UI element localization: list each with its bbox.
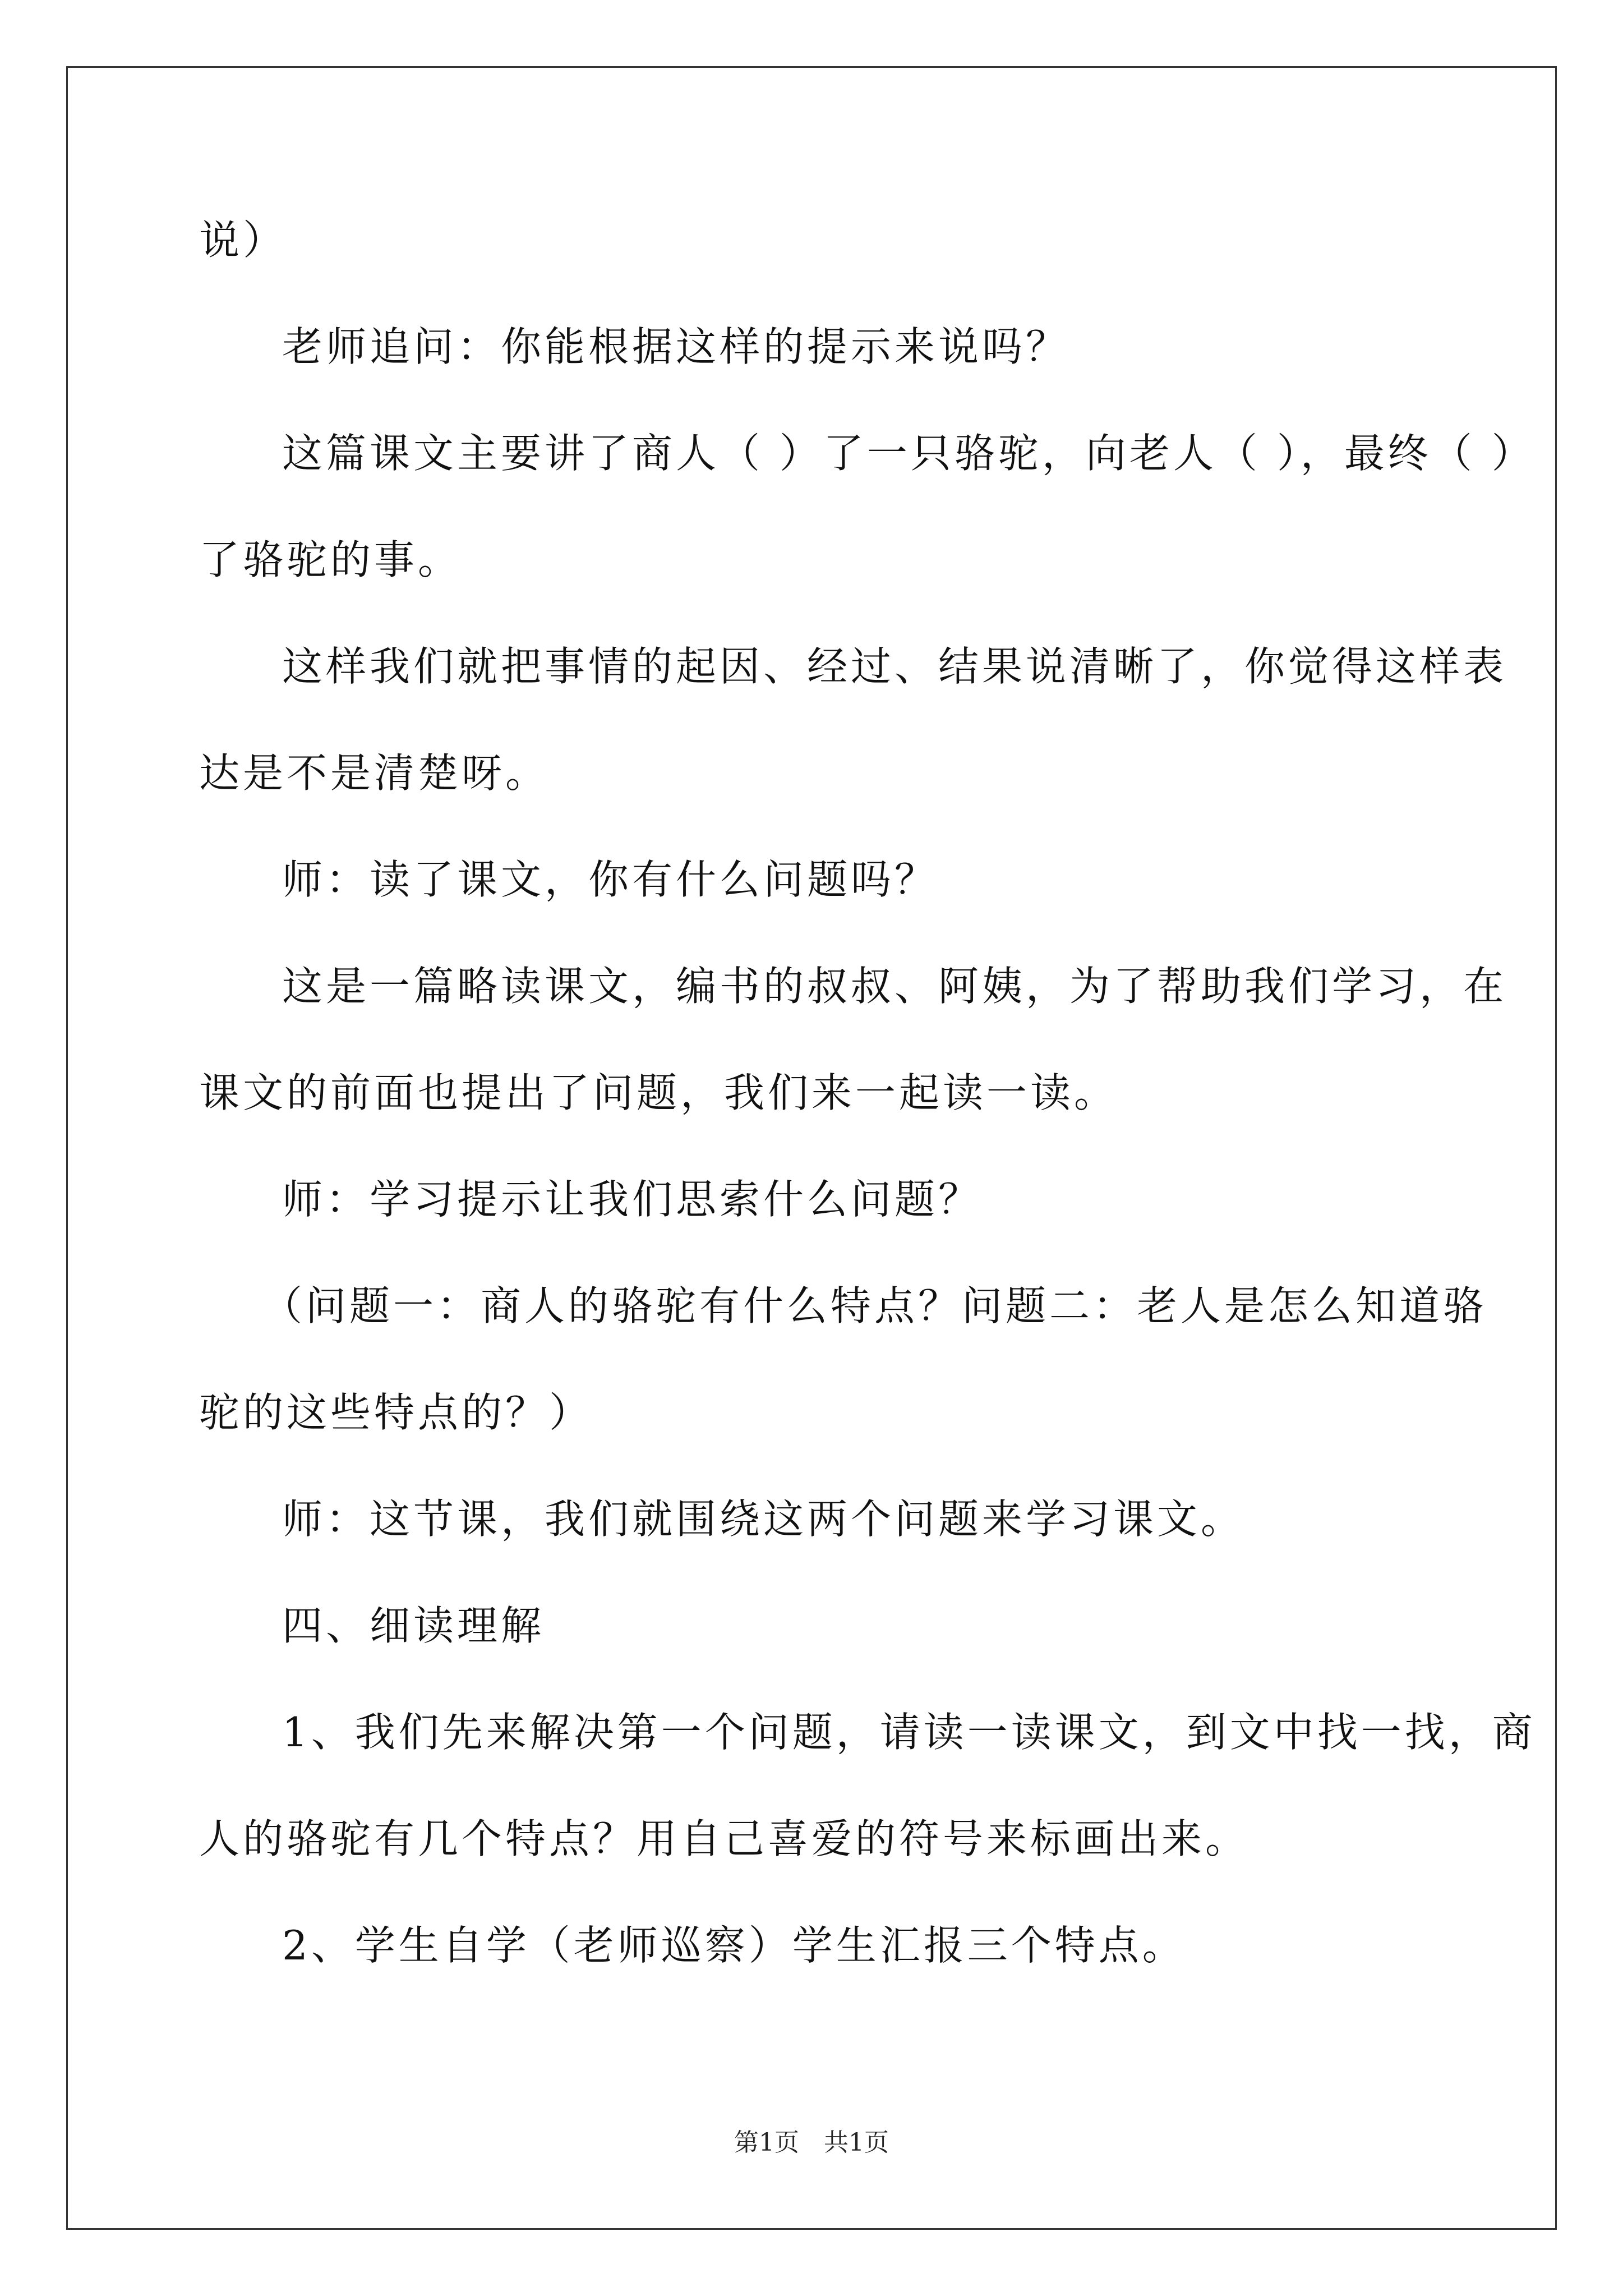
- text-line: 2、学生自学（老师巡察）学生汇报三个特点。: [282, 1922, 1186, 1969]
- text-line: 人的骆驼有几个特点？用自己喜爱的符号来标画出来。: [199, 1815, 1249, 1862]
- text-line: 师：读了课文，你有什么问题吗？: [282, 856, 939, 903]
- text-line: 驼的这些特点的？）: [199, 1389, 593, 1436]
- page-footer: 第1页 共1页: [734, 2128, 889, 2157]
- text-line: 课文的前面也提出了问题，我们来一起读一读。: [199, 1069, 1118, 1116]
- text-line: 这样我们就把事情的起因、经过、结果说清晰了，你觉得这样表: [282, 643, 1507, 690]
- page-border: [66, 66, 1557, 2230]
- text-line: 这是一篇略读课文，编书的叔叔、阿姨，为了帮助我们学习，在: [282, 963, 1507, 1010]
- text-line: 师：学习提示让我们思索什么问题？: [282, 1176, 983, 1223]
- section-heading: 四、细读理解: [282, 1602, 545, 1649]
- text-line: （问题一：商人的骆驼有什么特点？问题二：老人是怎么知道骆: [262, 1282, 1487, 1329]
- text-line: 1、我们先来解决第一个问题，请读一读课文，到文中找一找，商: [282, 1709, 1536, 1756]
- text-line: 了骆驼的事。: [199, 536, 462, 583]
- text-line: 师：这节课，我们就围绕这两个问题来学习课文。: [282, 1496, 1245, 1543]
- text-line: 达是不是清楚呀。: [199, 749, 550, 797]
- text-line: 说）: [199, 217, 287, 264]
- text-line: 这篇课文主要讲了商人（ ）了一只骆驼，向老人（ ），最终（ ）: [282, 430, 1536, 477]
- text-line: 老师追问：你能根据这样的提示来说吗？: [282, 323, 1070, 370]
